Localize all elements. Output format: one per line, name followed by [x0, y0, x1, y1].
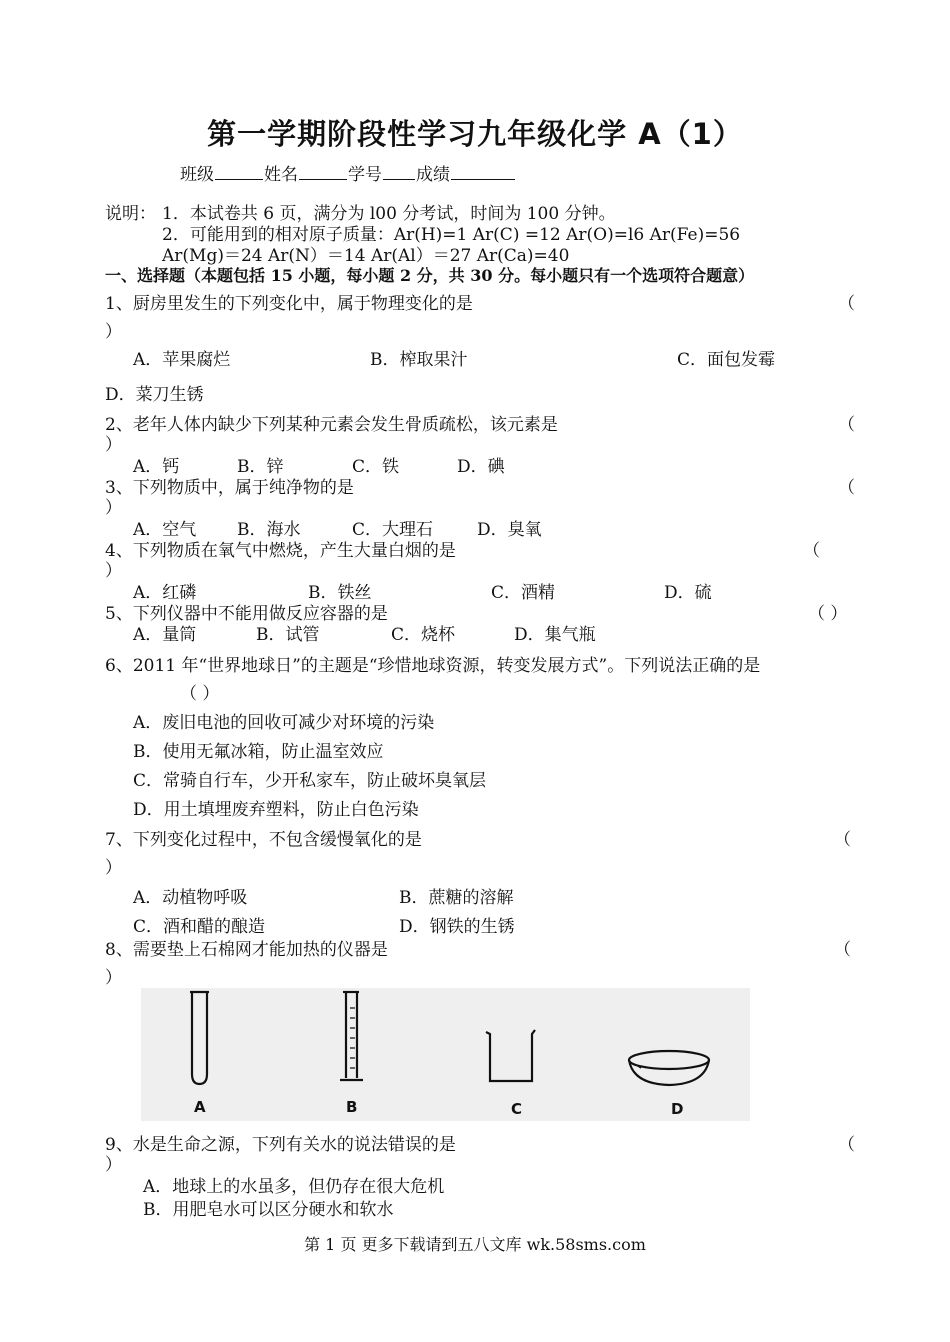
test-tube-drawing — [190, 992, 209, 1084]
graduated-cylinder-drawing — [340, 992, 363, 1080]
name-label: 姓名 — [264, 165, 298, 185]
notes-line-2: 2．可能用到的相对原子质量：Ar(H)=1 Ar(C) =12 Ar(O)=l6 Ar(Fe)=56 — [162, 225, 741, 245]
notes-prefix: 说明： — [105, 204, 156, 224]
q1-paren-open: （ — [838, 294, 855, 314]
q3-paren-close: ） — [105, 498, 122, 518]
q4-option-b[interactable]: B．铁丝 — [308, 583, 372, 603]
q7-option-b[interactable]: B．蔗糖的溶解 — [399, 888, 514, 908]
apparatus-label-c: C — [511, 1100, 523, 1118]
notes-line-1: 1．本试卷共 6 页，满分为 l00 分考试，时间为 100 分钟。 — [162, 204, 616, 224]
q4-paren-close: ） — [105, 561, 122, 581]
name-blank[interactable] — [299, 163, 347, 180]
q2-paren-close: ） — [105, 435, 122, 455]
q8-paren-open: （ — [834, 940, 851, 960]
q4-option-c[interactable]: C．酒精 — [491, 583, 556, 603]
apparatus-drawings — [141, 988, 750, 1121]
q1-option-a[interactable]: A．苹果腐烂 — [133, 350, 231, 370]
q5-option-c[interactable]: C．烧杯 — [391, 625, 456, 645]
page-title: 第一学期阶段性学习九年级化学 A（1） — [207, 117, 743, 151]
q3-stem: 3、下列物质中，属于纯净物的是 — [105, 478, 354, 498]
score-label: 成绩 — [416, 165, 450, 185]
q3-option-a[interactable]: A．空气 — [133, 520, 197, 540]
q7-paren-open: （ — [834, 830, 851, 850]
number-blank[interactable] — [383, 163, 415, 180]
q3-option-c[interactable]: C．大理石 — [352, 520, 434, 540]
page-footer: 第 1 页 更多下载请到五八文库 wk.58sms.com — [304, 1235, 646, 1254]
q6-stem: 6、2011 年“世界地球日”的主题是“珍惜地球资源，转变发展方式”。下列说法正确的是 — [105, 656, 761, 676]
q8-paren-close: ） — [105, 968, 122, 988]
q1-paren-close: ） — [105, 322, 122, 342]
q3-paren-open: （ — [838, 478, 855, 498]
evaporating-dish-drawing — [629, 1051, 709, 1085]
q8-apparatus-figure — [141, 988, 750, 1121]
q7-option-c[interactable]: C．酒和醋的酿造 — [133, 917, 266, 937]
q6-paren: （ ） — [180, 684, 220, 704]
q9-stem: 9、水是生命之源，下列有关水的说法错误的是 — [105, 1135, 456, 1155]
q9-paren-close: ） — [105, 1155, 122, 1175]
q9-option-b[interactable]: B．用肥皂水可以区分硬水和软水 — [143, 1200, 394, 1220]
q2-option-a[interactable]: A．钙 — [133, 457, 180, 477]
class-label: 班级 — [180, 165, 214, 185]
q6-option-b[interactable]: B．使用无氟冰箱，防止温室效应 — [133, 742, 384, 762]
q3-option-b[interactable]: B．海水 — [237, 520, 301, 540]
apparatus-label-a: A — [194, 1098, 206, 1116]
q5-option-a[interactable]: A．量筒 — [133, 625, 197, 645]
q9-option-a[interactable]: A．地球上的水虽多，但仍存在很大危机 — [143, 1177, 445, 1197]
q7-paren-close: ） — [105, 858, 122, 878]
q4-stem: 4、下列物质在氧气中燃烧，产生大量白烟的是 — [105, 541, 456, 561]
q4-paren-open: （ — [803, 541, 820, 561]
section-1-heading: 一、选择题（本题包括 15 小题，每小题 2 分，共 30 分。每小题只有一个选项符合题意） — [105, 266, 755, 285]
q4-option-a[interactable]: A．红磷 — [133, 583, 197, 603]
student-info-line — [180, 160, 516, 185]
q2-paren-open: （ — [838, 415, 855, 435]
q5-paren: （ ） — [808, 604, 848, 624]
q2-option-c[interactable]: C．铁 — [352, 457, 400, 477]
q2-option-b[interactable]: B．锌 — [237, 457, 284, 477]
class-blank[interactable] — [215, 163, 263, 180]
q1-option-b[interactable]: B．榨取果汁 — [370, 350, 468, 370]
score-blank[interactable] — [451, 163, 515, 180]
apparatus-label-b: B — [346, 1098, 358, 1116]
q5-option-b[interactable]: B．试管 — [256, 625, 320, 645]
q4-option-d[interactable]: D．硫 — [664, 583, 712, 603]
q1-stem: 1、厨房里发生的下列变化中，属于物理变化的是 — [105, 294, 473, 314]
apparatus-label-d: D — [671, 1100, 684, 1118]
q8-stem: 8、需要垫上石棉网才能加热的仪器是 — [105, 940, 388, 960]
q7-stem: 7、下列变化过程中，不包含缓慢氧化的是 — [105, 830, 422, 850]
q6-option-d[interactable]: D．用土填埋废弃塑料，防止白色污染 — [133, 800, 419, 820]
q6-option-c[interactable]: C．常骑自行车，少开私家车，防止破坏臭氧层 — [133, 771, 487, 791]
notes-line-3: Ar(Mg)＝24 Ar(N）＝14 Ar(Al）＝27 Ar(Ca)=40 — [162, 246, 570, 266]
q5-stem: 5、下列仪器中不能用做反应容器的是 — [105, 604, 388, 624]
q3-option-d[interactable]: D．臭氧 — [477, 520, 542, 540]
q2-stem: 2、老年人体内缺少下列某种元素会发生骨质疏松，该元素是 — [105, 415, 558, 435]
q7-option-a[interactable]: A．动植物呼吸 — [133, 888, 248, 908]
q2-option-d[interactable]: D．碘 — [457, 457, 505, 477]
number-label: 学号 — [348, 165, 382, 185]
q7-option-d[interactable]: D．钢铁的生锈 — [399, 917, 515, 937]
q5-option-d[interactable]: D．集气瓶 — [514, 625, 596, 645]
q1-option-c[interactable]: C．面包发霉 — [677, 350, 776, 370]
q9-paren-open: （ — [838, 1135, 855, 1155]
beaker-drawing — [486, 1030, 535, 1081]
q1-option-d[interactable]: D．菜刀生锈 — [105, 385, 204, 405]
q6-option-a[interactable]: A．废旧电池的回收可减少对环境的污染 — [133, 713, 435, 733]
